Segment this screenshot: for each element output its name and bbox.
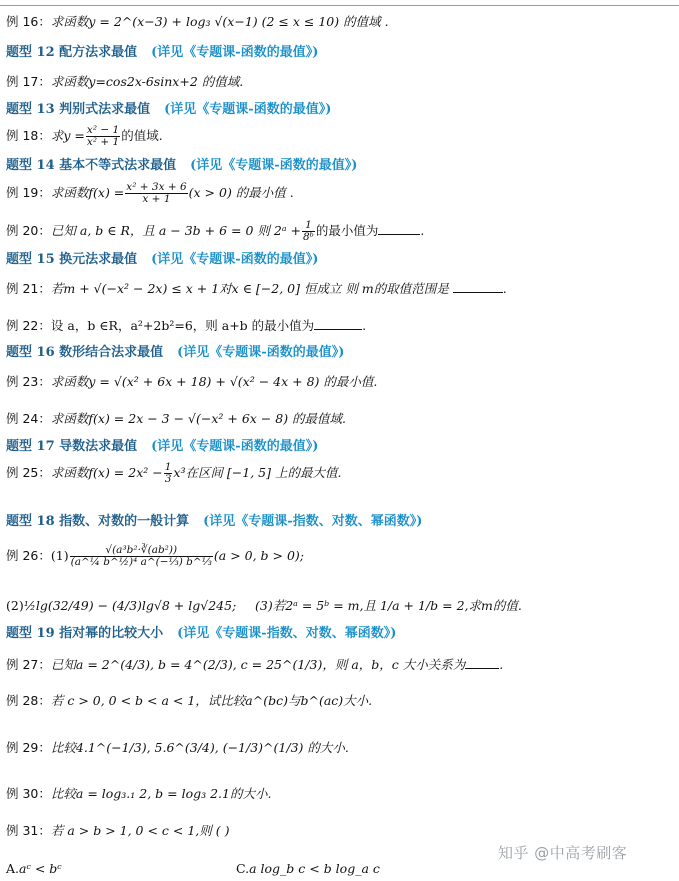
fraction: $\frac{\text{x² − 1}}{\text{x² + 1}}$ (86, 124, 120, 148)
section-17: 题型 17 导数法求最值 (详见《专题课-函数的最值》) (6, 439, 319, 454)
answer-blank (453, 281, 503, 293)
section-12: 题型 12 配方法求最值 (详见《专题课-函数的最值》) (6, 45, 319, 60)
example-17: 例 17：求函数y=cos2x-6sinx+2 的值域. (6, 74, 244, 89)
example-22: 例 22：设 a，b ∈R，a²+2b²=6，则 a+b 的最小值为 . (6, 318, 367, 333)
example-18: 例 18：求y = $\frac{\text{x² − 1}}{\text{x² + 1}}$ 的值域. (6, 124, 163, 148)
example-28: 例 28：若 c > 0, 0 < b < a < 1，试比较a^(bc)与b^(ac)大小. (6, 693, 373, 708)
section-16: 题型 16 数形结合法求最值 (详见《专题课-函数的最值》) (6, 345, 345, 360)
answer-blank (378, 223, 420, 235)
example-23: 例 23：求函数y = √(x² + 6x + 18) + √(x² − 4x + 8) 的最小值. (6, 374, 378, 389)
example-26-part-2: (2)½lg(32/49) − (4/3)lg√8 + lg√245; (6, 598, 237, 613)
answer-blank (314, 318, 362, 330)
fraction: $\frac{1}{3}$ (164, 461, 172, 485)
example-27: 例 27：已知a = 2^(4/3), b = 4^(2/3), c = 25^(1/3)，则 a，b，c 大小关系为 . (6, 657, 504, 672)
fraction: $\frac{\text{√(a³b²·∛(ab²))}}{\text{(a\textasciicircum{}¼ b\textasciicircum{}½)⁴ a\textasciicircum{}(−⅓) b\textasciicircum{}⅓}}$ (70, 544, 212, 568)
example-30: 例 30：比较a = log₃.₁ 2, b = log₃ 2.1的大小. (6, 786, 272, 801)
option-a: A.aᶜ < bᶜ (6, 861, 62, 876)
fraction: $\frac{1}{\text{8ᵇ}}$ (302, 219, 314, 243)
example-25: 例 25：求函数f(x) = 2x² − $\frac{1}{3}$ x³在区间 [−1, 5] 上的最大值. (6, 461, 342, 485)
option-c: C.a log_b c < b log_a c (236, 861, 380, 876)
example-16: 例 16：求函数y = 2^(x−3) + log₃ √(x−1) (2 ≤ x ≤ 10) 的值域 . (6, 14, 389, 29)
example-29: 例 29：比较4.1^(−1/3), 5.6^(3/4), (−1/3)^(1/3) 的大小. (6, 740, 349, 755)
example-26-part-3: (3)若2ᵃ = 5ᵇ = m,且 1/a + 1/b = 2,求m的值. (255, 598, 522, 613)
watermark: 知乎 @中高考刷客 (498, 844, 628, 862)
section-14: 题型 14 基本不等式法求最值 (详见《专题课-函数的最值》) (6, 158, 358, 173)
example-26: 例 26：(1) $\frac{\text{√(a³b²·∛(ab²))}}{\text{(a\textasciicircum{}¼ b\textasciicircum{}½)⁴ a\textasciicircum{}(−⅓) b\textasciicircum{}⅓}}$ (a > 0, b > 0); (6, 544, 305, 568)
answer-blank (465, 657, 499, 669)
example-20: 例 20：已知 a, b ∈ R，且 a − 3b + 6 = 0 则 2ᵃ + $\frac{1}{\text{8ᵇ}}$ 的最小值为 . (6, 219, 425, 243)
fraction: $\frac{\text{x² + 3x + 6}}{x + 1}$ (126, 181, 187, 205)
example-24: 例 24：求函数f(x) = 2x − 3 − √(−x² + 6x − 8) 的最值域. (6, 411, 347, 426)
section-19: 题型 19 指对幂的比较大小 (详见《专题课-指数、对数、幂函数》) (6, 626, 397, 641)
example-31: 例 31：若 a > b > 1, 0 < c < 1,则 ( ) (6, 823, 230, 838)
section-13: 题型 13 判别式法求最值 (详见《专题课-函数的最值》) (6, 102, 332, 117)
section-18: 题型 18 指数、对数的一般计算 (详见《专题课-指数、对数、幂函数》) (6, 514, 423, 529)
example-21: 例 21：若m + √(−x² − 2x) ≤ x + 1对x ∈ [−2, 0] 恒成立 则 m的取值范围是 . (6, 281, 507, 296)
example-19: 例 19：求函数f(x) = $\frac{\text{x² + 3x + 6}}{x + 1}$ (x > 0) 的最小值 . (6, 181, 294, 205)
section-15: 题型 15 换元法求最值 (详见《专题课-函数的最值》) (6, 252, 319, 267)
top-rule (0, 5, 679, 6)
